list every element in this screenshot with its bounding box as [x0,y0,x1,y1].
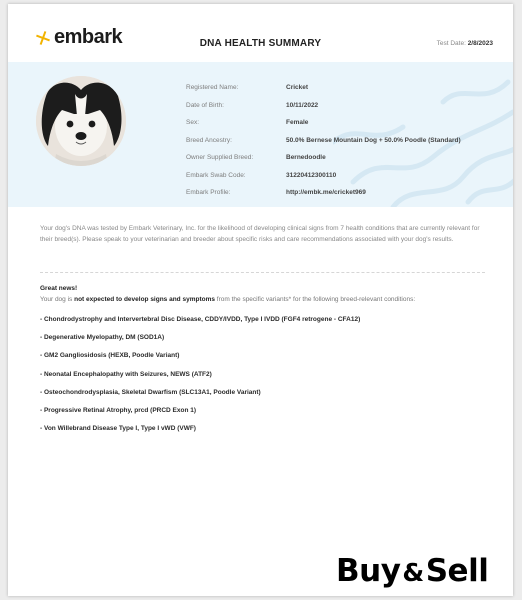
breed-ancestry-value: 50.0% Bernese Mountain Dog + 50.0% Poodle (Standard) [286,136,461,144]
news-heading: Great news! [40,285,78,292]
profile-fields [186,79,461,202]
date-of-birth-value: 10/11/2022 [286,101,319,109]
field-label: Breed Ancestry: [186,136,232,144]
news-subheading [40,296,415,303]
field-label: Embark Profile: [186,189,231,197]
field-row-owner-supplied-breed [186,149,461,167]
condition-item: - Progressive Retinal Atrophy, prcd (PRCD Exon 1) [40,407,197,415]
watermark-left: Buy [336,553,401,589]
condition-item: - Von Willebrand Disease Type I, Type I vWD (VWF) [40,425,196,433]
intro-paragraph: Your dog's DNA was tested by Embark Veterinary, Inc. for the likelihood of developing clinical signs from 7 health conditions that are currently relevant for their breed(s). Please speak to your veterinarian and breeder about specific risks and care recommendations associated with your dog's results. [40,225,480,243]
watermark-ampersand: & [402,558,424,587]
document-title: DNA HEALTH SUMMARY [199,38,322,49]
condition-item: - Osteochondrodysplasia, Skeletal Dwarfism (SLC13A1, Poodle Variant) [40,388,261,396]
sex-value: Female [286,119,309,127]
field-row-registered-name [186,79,461,97]
field-label: Owner Supplied Breed: [186,154,254,162]
test-date-value: 2/8/2023 [467,40,493,47]
health-summary-page [8,4,513,596]
condition-item: - GM2 Gangliosidosis (HEXB, Poodle Variant) [40,352,180,360]
field-label: Embark Swab Code: [186,171,246,179]
watermark-right: Sell [425,553,489,589]
field-row-date-of-birth [186,97,461,115]
dog-profile-band [8,62,513,207]
swab-code-value: 31220412300110 [286,171,337,179]
dog-portrait-image [36,76,126,166]
condition-item: - Chondrodystrophy and Intervertebral Disc Disease, CDDY/IVDD, Type I IVDD (FGF4 retrogene - CFA12) [40,315,361,323]
news-sub-suffix: from the specific variants* for the following breed-relevant conditions: [216,296,416,303]
field-label: Registered Name: [186,84,239,92]
registered-name-value: Cricket [286,84,309,92]
report-header [8,4,513,62]
field-row-breed-ancestry [186,132,461,150]
news-sub-emphasis: not expected to develop signs and symptoms [74,296,215,303]
news-sub-prefix: Your dog is [40,296,73,303]
field-label: Sex: [186,119,200,127]
test-date [437,40,493,47]
field-label: Date of Birth: [186,101,224,109]
section-divider [40,272,485,273]
embark-profile-link[interactable]: http://embk.me/cricket969 [286,189,366,197]
owner-supplied-breed-value: Bernedoodle [286,154,326,162]
condition-item: - Degenerative Myelopathy, DM (SOD1A) [40,333,165,341]
brand-name: embark [54,26,123,48]
field-row-sex [186,114,461,132]
field-row-swab-code [186,167,461,185]
condition-item: - Neonatal Encephalopathy with Seizures, NEWS (ATF2) [40,370,212,378]
buy-and-sell-watermark [336,553,488,589]
field-row-embark-profile [186,184,461,202]
test-date-label: Test Date: [436,40,466,47]
conditions-list [40,310,360,438]
dog-photo [36,76,126,166]
